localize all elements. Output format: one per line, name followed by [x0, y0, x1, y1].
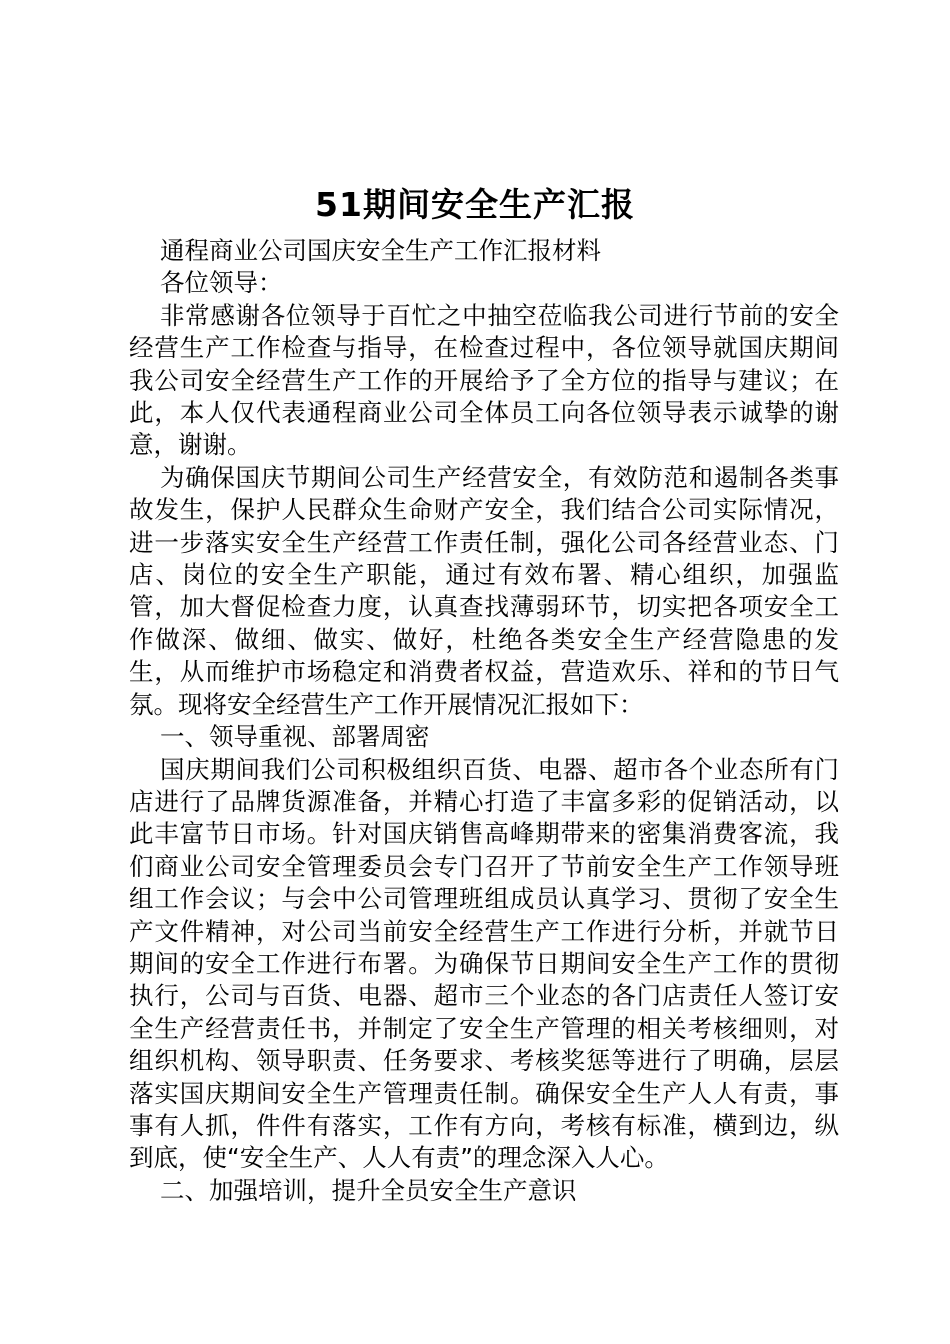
paragraph-thanks: 非常感谢各位领导于百忙之中抽空莅临我公司进行节前的安全经营生产工作检查与指导，在检查过程中，各位领导就国庆期间我公司安全经营生产工作的开展给予了全方位的指导与建议；在此，本人仅代表通程商业公司全体员工向各位领导表示诚挚的谢意，谢谢。 — [129, 300, 839, 460]
report-subtitle: 通程商业公司国庆安全生产工作汇报材料 — [160, 236, 601, 265]
section-heading-2: 二、加强培训，提升全员安全生产意识 — [160, 1175, 577, 1205]
document-title: 51期间安全生产汇报 — [315, 185, 635, 224]
section-heading-1: 一、领导重视、部署周密 — [160, 722, 430, 752]
document-body — [129, 235, 839, 1207]
paragraph-intro: 为确保国庆节期间公司生产经营安全，有效防范和遏制各类事故发生，保护人民群众生命财产安全，我们结合公司实际情况，进一步落实安全生产经营工作责任制，强化公司各经营业态、门店、岗位的安全生产职能，通过有效布署、精心组织，加强监管，加大督促检查力度，认真查找薄弱环节，切实把各项安全工作做深、做细、做实、做好，杜绝各类安全生产经营隐患的发生，从而维护市场稳定和消费者权益，营造欢乐、祥和的节日气氛。现将安全经营生产工作开展情况汇报如下： — [129, 462, 839, 719]
salutation: 各位领导： — [160, 268, 283, 298]
paragraph-section-1: 国庆期间我们公司积极组织百货、电器、超市各个业态所有门店进行了品牌货源准备，并精心打造了丰富多彩的促销活动，以此丰富节日市场。针对国庆销售高峰期带来的密集消费客流，我们商业公司安全管理委员会专门召开了节前安全生产工作领导班组工作会议；与会中公司管理班组成员认真学习、贯彻了安全生产文件精神，对公司当前安全经营生产工作进行分析，并就节日期间的安全工作进行布署。为确保节日期间安全生产工作的贯彻执行，公司与百货、电器、超市三个业态的各门店责任人签订安全生产经营责任书，并制定了安全生产管理的相关考核细则，对组织机构、领导职责、任务要求、考核奖惩等进行了明确，层层落实国庆期间安全生产管理责任制。确保安全生产人人有责，事事有人抓，件件有落实，工作有方向，考核有标准，横到边，纵到底，使“安全生产、人人有责”的理念深入人心。 — [129, 754, 839, 1173]
